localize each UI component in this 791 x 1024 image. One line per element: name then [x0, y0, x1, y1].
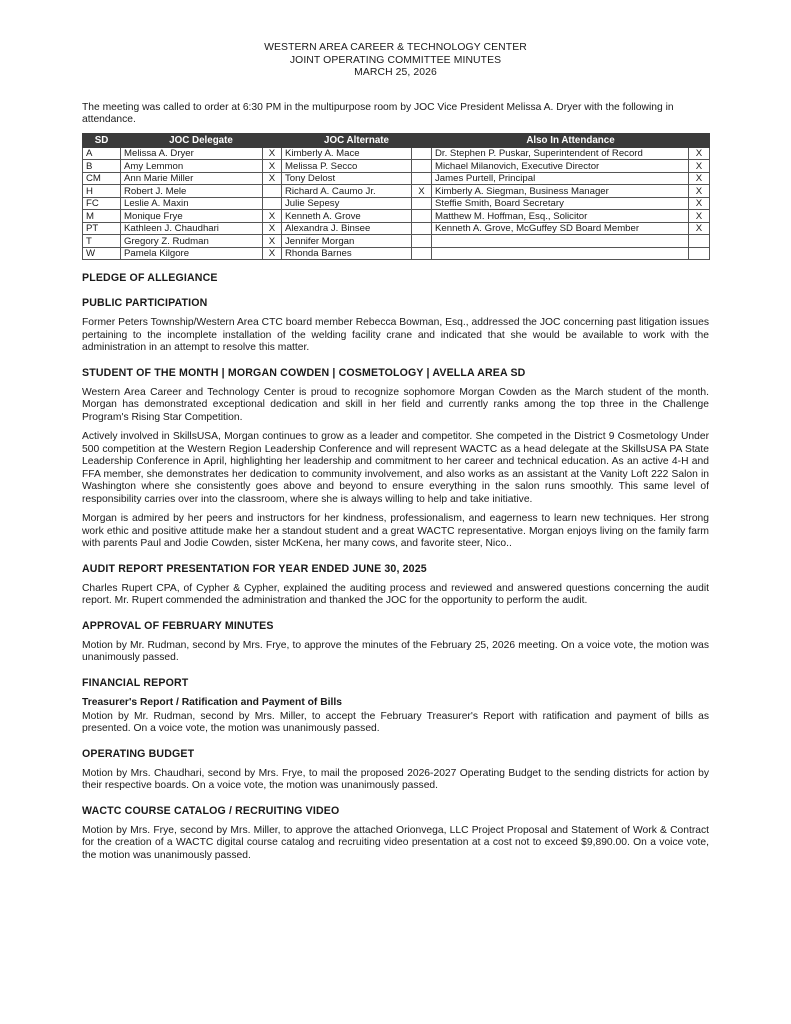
district-code: A [83, 147, 121, 160]
also-attending-name: James Purtell, Principal [432, 172, 689, 185]
district-code: FC [83, 197, 121, 210]
audit-text: Charles Rupert CPA, of Cypher & Cypher, explained the auditing process and reviewed and answered questions concerning the audit report. Mr. Rupert commended the administration and thanked the JOC for the opportunity to perform the audit. [82, 582, 709, 607]
delegate-present-mark: X [263, 210, 282, 223]
alternate-present-mark [412, 147, 432, 160]
column-header-delegate: JOC Delegate [121, 133, 282, 147]
also-attending-name: Kimberly A. Siegman, Business Manager [432, 185, 689, 198]
also-attending-name: Dr. Stephen P. Puskar, Superintendent of Record [432, 147, 689, 160]
student-paragraph-2: Actively involved in SkillsUSA, Morgan continues to grow as a leader and competitor. She competed in the District 9 Cosmetology Under 500 competition at the Western Region Leadership Conference and will represent WACTC as a head delegate at the SkillsUSA PA State Leadership Conference in April, highlighting her leadership and commitment to her career and technical education. As an active 4-H and FFA member, she demonstrates her dedication to community involvement, and also works as an assistant at the Vanity Loft 222 Salon in Washington where she consistently goes above and beyond to ensure everything in the salon runs smoothly. This same level of responsibility carries over into the classroom, where she is always willing to help and take initiative. [82, 431, 709, 505]
alternate-name: Jennifer Morgan [282, 235, 412, 248]
alternate-present-mark [412, 235, 432, 248]
minutes-page [82, 42, 709, 862]
course-catalog-heading: WACTC COURSE CATALOG / RECRUITING VIDEO [82, 804, 340, 817]
document-header [82, 42, 709, 80]
delegate-name: Monique Frye [121, 210, 263, 223]
delegate-name: Ann Marie Miller [121, 172, 263, 185]
column-header-also-attending: Also In Attendance [432, 133, 710, 147]
course-catalog-text: Motion by Mrs. Frye, second by Mrs. Miller, to approve the attached Orionvega, LLC Project Proposal and Statement of Work & Contract for the creation of a WACTC digital course catalog and recruiting video presentation at a cost not to exceed $9,890.00. On a voice vote, the motion was unanimously passed. [82, 824, 709, 861]
delegate-present-mark [263, 185, 282, 198]
district-code: T [83, 235, 121, 248]
alternate-name: Melissa P. Secco [282, 160, 412, 173]
pledge-heading: PLEDGE OF ALLEGIANCE [82, 272, 218, 285]
also-attending-present-mark: X [689, 172, 710, 185]
delegate-name: Robert J. Mele [121, 185, 263, 198]
attendance-row [83, 197, 710, 210]
operating-budget-text: Motion by Mrs. Chaudhari, second by Mrs. Frye, to mail the proposed 2026-2027 Operating Budget to the sending districts for action by their respective boards. On a voice vote, the motion was unanimously passed. [82, 767, 709, 792]
delegate-name: Pamela Kilgore [121, 247, 263, 260]
alternate-present-mark [412, 222, 432, 235]
alternate-present-mark [412, 247, 432, 260]
alternate-present-mark [412, 197, 432, 210]
delegate-name: Leslie A. Maxin [121, 197, 263, 210]
attendance-table [82, 133, 710, 261]
audit-heading: AUDIT REPORT PRESENTATION FOR YEAR ENDED JUNE 30, 2025 [82, 562, 427, 575]
also-attending-present-mark [689, 247, 710, 260]
attendance-row [83, 172, 710, 185]
treasurer-report-subheading: Treasurer's Report / Ratification and Payment of Bills [82, 696, 342, 708]
alternate-name: Kenneth A. Grove [282, 210, 412, 223]
student-of-month-heading: STUDENT OF THE MONTH | MORGAN COWDEN | COSMETOLOGY | AVELLA AREA SD [82, 366, 526, 379]
operating-budget-heading: OPERATING BUDGET [82, 747, 195, 760]
delegate-present-mark [263, 197, 282, 210]
alternate-name: Rhonda Barnes [282, 247, 412, 260]
document-title: JOINT OPERATING COMMITTEE MINUTES [289, 54, 502, 66]
delegate-present-mark: X [263, 147, 282, 160]
also-attending-present-mark: X [689, 210, 710, 223]
delegate-name: Gregory Z. Rudman [121, 235, 263, 248]
delegate-name: Kathleen J. Chaudhari [121, 222, 263, 235]
alternate-name: Tony Delost [282, 172, 412, 185]
also-attending-name: Michael Milanovich, Executive Director [432, 160, 689, 173]
also-attending-present-mark: X [689, 147, 710, 160]
call-to-order-text: The meeting was called to order at 6:30 PM in the multipurpose room by JOC Vice President Melissa A. Dryer with the following in attendance. [82, 101, 674, 126]
also-attending-present-mark [689, 235, 710, 248]
also-attending-present-mark: X [689, 197, 710, 210]
delegate-present-mark: X [263, 160, 282, 173]
alternate-name: Kimberly A. Mace [282, 147, 412, 160]
financial-report-heading: FINANCIAL REPORT [82, 676, 189, 689]
delegate-name: Melissa A. Dryer [121, 147, 263, 160]
attendance-row [83, 210, 710, 223]
district-code: PT [83, 222, 121, 235]
also-attending-name [432, 247, 689, 260]
district-code: CM [83, 172, 121, 185]
district-code: H [83, 185, 121, 198]
alternate-present-mark [412, 210, 432, 223]
district-code: B [83, 160, 121, 173]
meeting-date: MARCH 25, 2026 [354, 67, 437, 79]
attendance-row [83, 185, 710, 198]
public-participation-heading: PUBLIC PARTICIPATION [82, 297, 208, 310]
alternate-name: Richard A. Caumo Jr. [282, 185, 412, 198]
attendance-row [83, 247, 710, 260]
student-paragraph-1: Western Area Career and Technology Center is proud to recognize sophomore Morgan Cowden as the March student of the month. Morgan has demonstrated exceptional dedication and skill in her field and currently ranks among the top three in the Challenge Program's Rising Star Competition. [82, 386, 709, 423]
district-code: M [83, 210, 121, 223]
also-attending-present-mark: X [689, 185, 710, 198]
column-header-sd: SD [83, 133, 121, 147]
also-attending-name [432, 235, 689, 248]
also-attending-present-mark: X [689, 160, 710, 173]
alternate-present-mark: X [412, 185, 432, 198]
student-paragraph-3: Morgan is admired by her peers and instructors for her kindness, professionalism, and eagerness to learn new techniques. Her strong work ethic and positive attitude make her a standout student and a great WACTC representative. Morgan enjoys living on the family farm with parents Paul and Jodie Cowden, sister McKena, her many cows, and favorite steer, Nico.. [82, 513, 709, 550]
also-attending-name: Steffie Smith, Board Secretary [432, 197, 689, 210]
alternate-name: Alexandra J. Binsee [282, 222, 412, 235]
alternate-present-mark [412, 160, 432, 173]
minutes-text: Motion by Mr. Rudman, second by Mrs. Frye, to approve the minutes of the February 25, 2026 meeting. On a voice vote, the motion was unanimously passed. [82, 639, 709, 664]
district-code: W [83, 247, 121, 260]
attendance-row [83, 222, 710, 235]
minutes-heading: APPROVAL OF FEBRUARY MINUTES [82, 619, 274, 632]
delegate-present-mark: X [263, 235, 282, 248]
also-attending-name: Matthew M. Hoffman, Esq., Solicitor [432, 210, 689, 223]
also-attending-present-mark: X [689, 222, 710, 235]
attendance-row [83, 160, 710, 173]
alternate-present-mark [412, 172, 432, 185]
delegate-present-mark: X [263, 247, 282, 260]
attendance-header-row [83, 133, 710, 147]
organization-name: WESTERN AREA CAREER & TECHNOLOGY CENTER [264, 42, 527, 53]
financial-report-text: Motion by Mr. Rudman, second by Mrs. Miller, to accept the February Treasurer's Report with ratification and payment of bills as presented. On a voice vote, the motion was unanimously passed. [82, 710, 709, 735]
delegate-present-mark: X [263, 172, 282, 185]
public-participation-text: Former Peters Township/Western Area CTC board member Rebecca Bowman, Esq., addressed the JOC concerning past litigation issues pertaining to the incomplete installation of the welding facility crane and indicated that she would be available to work with the administration in an attempt to resolve this matter. [82, 317, 709, 354]
attendance-row [83, 147, 710, 160]
column-header-alternate: JOC Alternate [282, 133, 432, 147]
also-attending-name: Kenneth A. Grove, McGuffey SD Board Member [432, 222, 689, 235]
alternate-name: Julie Sepesy [282, 197, 412, 210]
delegate-present-mark: X [263, 222, 282, 235]
attendance-row [83, 235, 710, 248]
delegate-name: Amy Lemmon [121, 160, 263, 173]
